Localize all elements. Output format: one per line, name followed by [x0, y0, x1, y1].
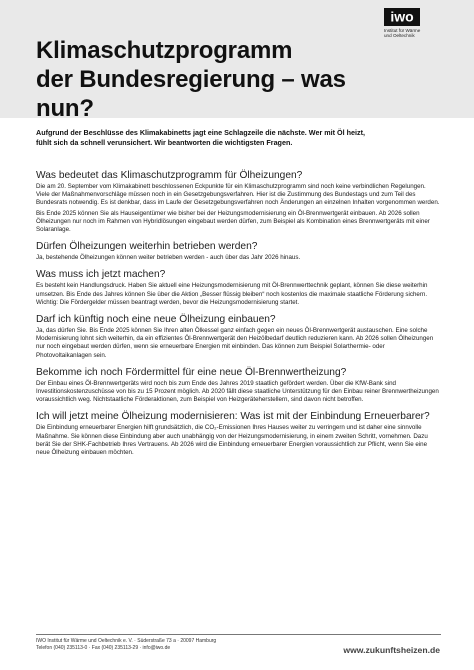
- logo-sub-line-2: und Oeltechnik: [384, 33, 415, 39]
- section-paragraph: Ja, das dürfen Sie. Bis Ende 2025 können Sie Ihren alten Ölkessel ganz einfach gegen ein neues Öl-Brennwertgerät austauschen. Eine solche Modernisierung lohnt sich weiterhin, da ein effizientes Öl-Brennwertgerät den Heizölbedarf deutlich reduzieren kann. Ab 2026 sollen Ölheizungen nur noch eingebaut werden dürfen, wenn sie erneuerbare Energien mit einbinden. Das können zum Beispiel Solarthermie- oder Photovoltaikanlagen sein.: [36, 327, 434, 359]
- title-line-2: der Bundesregierung – was nun?: [36, 66, 346, 122]
- section-paragraph: Es besteht kein Handlungsdruck. Haben Sie aktuell eine Heizungsmodernisierung mit Öl-Brennwerttechnik geplant, können Sie diese weiterhin umsetzen. Bis Ende des Jahres können Sie über die Aktion „Besser flüssig bleiben“ noch kostenlos die maximale staatliche Förderung sichern. Wichtig: Die Fördergelder müssen beantragt werden, bevor die Heizungsmodernisierung startet.: [36, 282, 428, 306]
- intro-line-2: fühlt sich da schnell verunsichert. Wir beantworten die wichtigsten Fragen.: [36, 138, 293, 147]
- footer-website-link[interactable]: www.zukunftsheizen.de: [343, 645, 440, 655]
- section-heading: Ich will jetzt meine Ölheizung modernisieren: Was ist mit der Einbindung Erneuerbarer?: [36, 411, 430, 423]
- footer-divider: [36, 634, 441, 635]
- section-heading: Bekomme ich noch Fördermittel für eine neue Öl-Brennwertheizung?: [36, 366, 347, 378]
- section-paragraph: Bis Ende 2025 können Sie als Hauseigentümer wie bisher bei der Heizungsmodernisierung ein Öl-Brennwertgerät einbauen. Ab 2026 sollen Ölheizungen nur noch im Rahmen von Hybridlösungen eingebaut werden dürfen, zum Beispiel als Kombination eines Brennwertgeräts mit einer Solaranlage.: [36, 209, 430, 234]
- logo-wordmark: iwo: [390, 8, 414, 25]
- iwo-logo: [384, 8, 468, 52]
- logo-sub-line-1: Institut für Wärme: [384, 28, 421, 33]
- intro-text: [36, 128, 441, 148]
- intro-line-1: Aufgrund der Beschlüsse des Klimakabinetts jagt eine Schlagzeile die nächste. Wer mit Öl heizt,: [36, 128, 365, 137]
- page-title: [36, 36, 396, 123]
- faq-section: [36, 170, 441, 234]
- faq-section: [36, 241, 441, 262]
- section-paragraph: Die Einbindung erneuerbarer Energien hilft grundsätzlich, die CO₂-Emissionen Ihres Hauses weiter zu verringern und ist daher eine sinnvolle Maßnahme. Sie können diese Einbindung aber auch unabhängig von der Heizungsmodernisierung, in einem zweiten Schritt, vornehmen. Dazu berät Sie der SHK-Fachbetrieb Ihres Vertrauens. Ab 2026 wird die Einbindung erneuerbarer Energien voraussichtlich zur Pflicht, wenn Sie eine neue Ölheizung einbauen möchten.: [36, 424, 428, 457]
- faq-sections: [36, 170, 441, 464]
- title-line-1: Klimaschutzprogramm: [36, 37, 293, 64]
- section-heading: Was muss ich jetzt machen?: [36, 269, 166, 281]
- section-paragraph: Die am 20. September vom Klimakabinett beschlossenen Eckpunkte für ein Klimaschutzprogramm sind noch keine verbindlichen Regelungen. Viele der Maßnahmenvorschläge müssen noch in ein Gesetzgebungsverfahren. Hier ist die Zustimmung des Bundestags und zum Teil des Bundesrats notwendig. Es ist denkbar, dass im Laufe der Gesetzgebungsverfahren noch Änderungen an einzelnen Inhalten vorgenommen werden.: [36, 183, 440, 207]
- header-band: [0, 0, 474, 122]
- section-heading: Was bedeutet das Klimaschutzprogramm für Ölheizungen?: [36, 170, 303, 181]
- footer-address-line: IWO Institut für Wärme und Oeltechnik e. V. · Süderstraße 73 a · 20097 Hamburg: [36, 638, 217, 644]
- faq-section: [36, 269, 441, 307]
- footer-contact-line: Telefon (040) 235113-0 · Fax (040) 235113-29 · info@iwo.de: [36, 645, 171, 652]
- faq-section: [36, 314, 441, 360]
- section-paragraph: Ja, bestehende Ölheizungen können weiter betrieben werden - auch über das Jahr 2026 hinaus.: [36, 254, 301, 262]
- footer-address: [36, 638, 216, 652]
- faq-section: [36, 367, 441, 405]
- iwo-logo-icon: [384, 8, 420, 26]
- section-heading: Darf ich künftig noch eine neue Ölheizung einbauen?: [36, 314, 276, 326]
- section-heading: Dürfen Ölheizungen weiterhin betrieben werden?: [36, 241, 258, 253]
- faq-section: [36, 411, 441, 457]
- logo-subtitle: [384, 28, 454, 38]
- section-paragraph: Der Einbau eines Öl-Brennwertgeräts wird noch bis zum Ende des Jahres 2019 staatlich gefördert werden. Über die KfW-Bank sind Investitionskostenzuschüsse von bis zu 15 Prozent möglich. Ab 2020 fällt diese staatliche Unterstützung für den Einbau reiner Brennwertheizungen voraussichtlich weg. Nichtstaatliche Förderaktionen, zum Beispiel von Heizgeräteherstellern, sind davon nicht betroffen.: [36, 379, 439, 404]
